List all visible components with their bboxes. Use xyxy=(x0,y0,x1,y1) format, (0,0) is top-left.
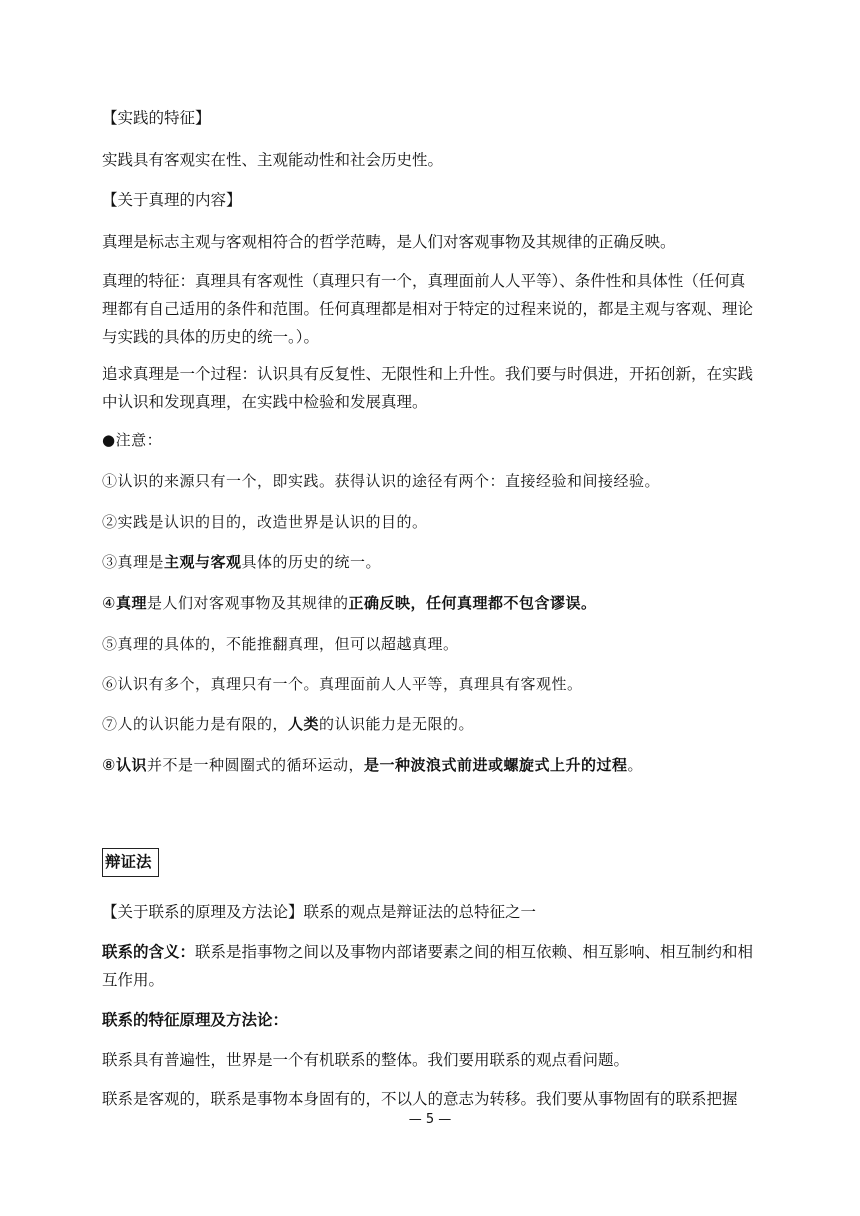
truth-features: 真理的特征：真理具有客观性（真理只有一个，真理面前人人平等）、条件性和具体性（任何真理都有自己适用的条件和范围。任何真理都是相对于特定的过程来说的，都是主观与客观、理论与实践的具体的历史的统一。）。 xyxy=(102,272,754,346)
note-item-6: ⑥认识有多个，真理只有一个。真理面前人人平等，真理具有客观性。 xyxy=(102,675,583,693)
connection-objective: 联系是客观的，联系是事物本身固有的，不以人的意志为转移。我们要从事物固有的联系把握 xyxy=(102,1090,738,1108)
heading-practice-features: 【实践的特征】 xyxy=(102,109,211,127)
practice-features-text: 实践具有客观实在性、主观能动性和社会历史性。 xyxy=(102,151,444,169)
note-item-4: ④真理是人们对客观事物及其规律的正确反映，任何真理都不包含谬误。 xyxy=(102,594,597,612)
connection-universal: 联系具有普遍性，世界是一个有机联系的整体。我们要用联系的观点看问题。 xyxy=(102,1051,630,1069)
heading-truth: 【关于真理的内容】 xyxy=(102,191,242,209)
heading-connection: 【关于联系的原理及方法论】联系的观点是辩证法的总特征之一 xyxy=(102,903,537,921)
page-number: — 5 — xyxy=(408,1112,452,1127)
note-item-3: ③真理是主观与客观具体的历史的统一。 xyxy=(102,553,382,571)
connection-meaning: 联系的含义：联系是指事物之间以及事物内部诸要素之间的相互依赖、相互影响、相互制约和相互作用。 xyxy=(102,943,754,989)
note-item-2: ②实践是认识的目的，改造世界是认识的目的。 xyxy=(102,513,428,531)
note-label: ●注意： xyxy=(102,431,163,449)
note-item-7: ⑦人的认识能力是有限的，人类的认识能力是无限的。 xyxy=(102,715,475,733)
note-item-5: ⑤真理的具体的，不能推翻真理，但可以超越真理。 xyxy=(102,635,459,653)
note-item-1: ①认识的来源只有一个，即实践。获得认识的途径有两个：直接经验和间接经验。 xyxy=(102,472,661,490)
note-item-8: ⑧认识并不是一种圆圈式的循环运动，是一种波浪式前进或螺旋式上升的过程。 xyxy=(102,756,644,774)
connection-features-heading: 联系的特征原理及方法论： xyxy=(102,1011,289,1029)
truth-pursuit: 追求真理是一个过程：认识具有反复性、无限性和上升性。我们要与时俱进，开拓创新，在实践中认识和发现真理，在实践中检验和发展真理。 xyxy=(102,365,754,411)
truth-definition: 真理是标志主观与客观相符合的哲学范畴，是人们对客观事物及其规律的正确反映。 xyxy=(102,233,676,251)
section-box-dialectics: 辩证法 xyxy=(102,848,159,877)
